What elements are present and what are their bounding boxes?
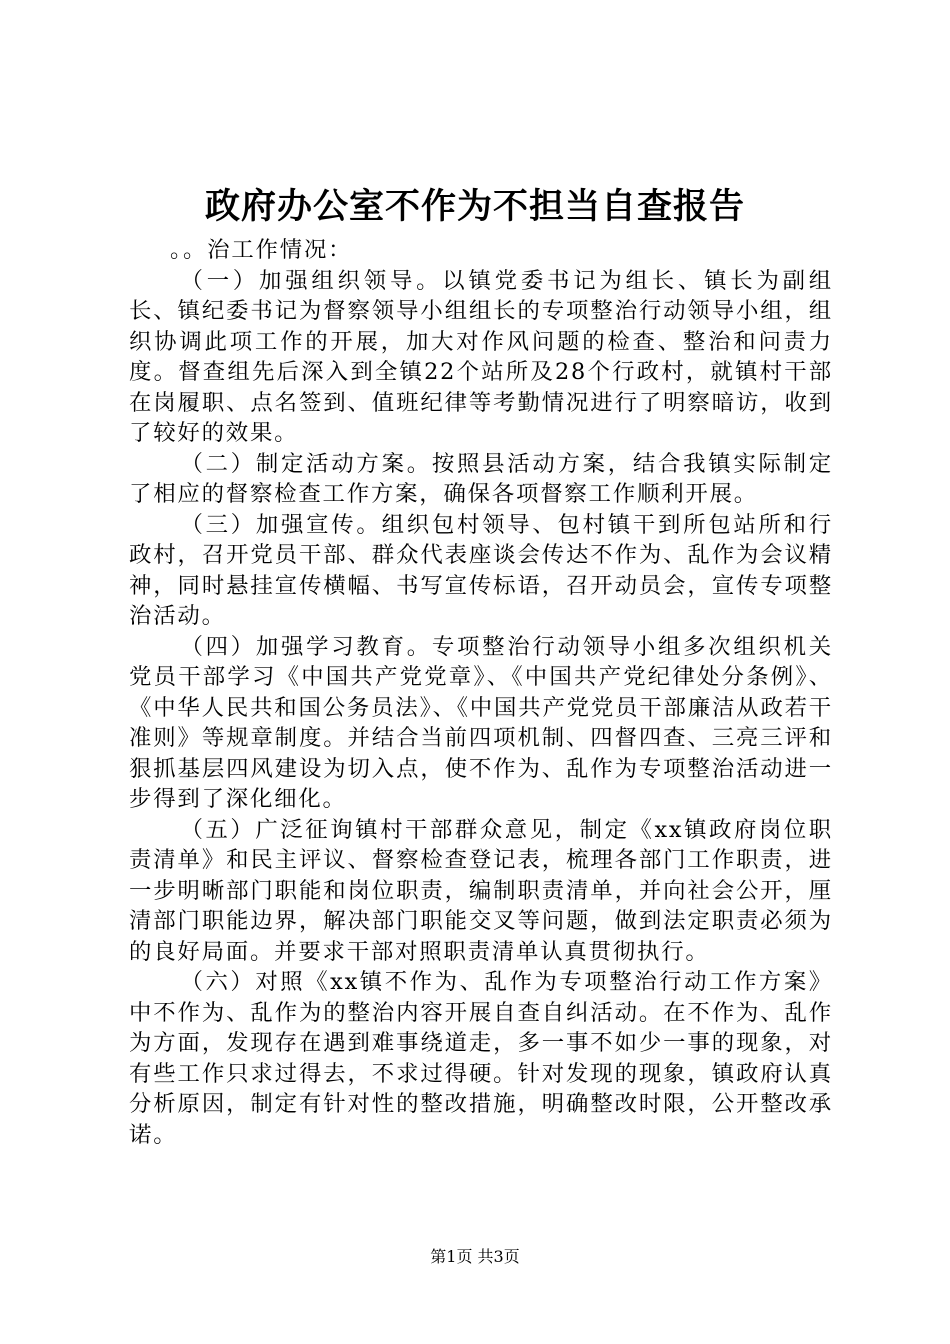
document-body	[129, 235, 833, 1150]
page-number-footer: 第1页 共3页	[430, 1247, 520, 1266]
intro-line: 。。治工作情况：	[170, 237, 353, 263]
document-title: 政府办公室不作为不担当自查报告	[204, 186, 745, 227]
paragraph-5: （五）广泛征询镇村干部群众意见，制定《xx镇政府岗位职责清单》和民主评议、督察检查登记表，梳理各部门工作职责，进一步明晰部门职能和岗位职责，编制职责清单，并向社会公开，厘清部门职能边界，解决部门职能交叉等问题，做到法定职责必须为的良好局面。并要求干部对照职责清单认真贯彻执行。	[129, 816, 833, 965]
paragraph-1: （一）加强组织领导。以镇党委书记为组长、镇长为副组长、镇纪委书记为督察领导小组组长的专项整治行动领导小组，组织协调此项工作的开展，加大对作风问题的检查、整治和问责力度。督查组先后深入到全镇22个站所及28个行政村，就镇村干部在岗履职、点名签到、值班纪律等考勤情况进行了明察暗访，收到了较好的效果。	[129, 267, 833, 446]
paragraph-6: （六）对照《xx镇不作为、乱作为专项整治行动工作方案》中不作为、乱作为的整治内容开展自查自纠活动。在不作为、乱作为方面，发现存在遇到难事绕道走，多一事不如少一事的现象，对有些工作只求过得去，不求过得硬。针对发现的现象，镇政府认真分析原因，制定有针对性的整改措施，明确整改时限，公开整改承诺。	[129, 969, 833, 1148]
paragraph-4: （四）加强学习教育。专项整治行动领导小组多次组织机关党员干部学习《中国共产党党章》、《中国共产党纪律处分条例》、《中华人民共和国公务员法》、《中国共产党党员干部廉洁从政若干准则》等规章制度。并结合当前四项机制、四督四查、三亮三评和狠抓基层四风建设为切入点，使不作为、乱作为专项整治活动进一步得到了深化细化。	[129, 633, 833, 812]
paragraph-3: （三）加强宣传。组织包村领导、包村镇干到所包站所和行政村，召开党员干部、群众代表座谈会传达不作为、乱作为会议精神，同时悬挂宣传横幅、书写宣传标语，召开动员会，宣传专项整治活动。	[129, 511, 833, 629]
paragraph-2: （二）制定活动方案。按照县活动方案，结合我镇实际制定了相应的督察检查工作方案，确保各项督察工作顺利开展。	[129, 450, 833, 507]
